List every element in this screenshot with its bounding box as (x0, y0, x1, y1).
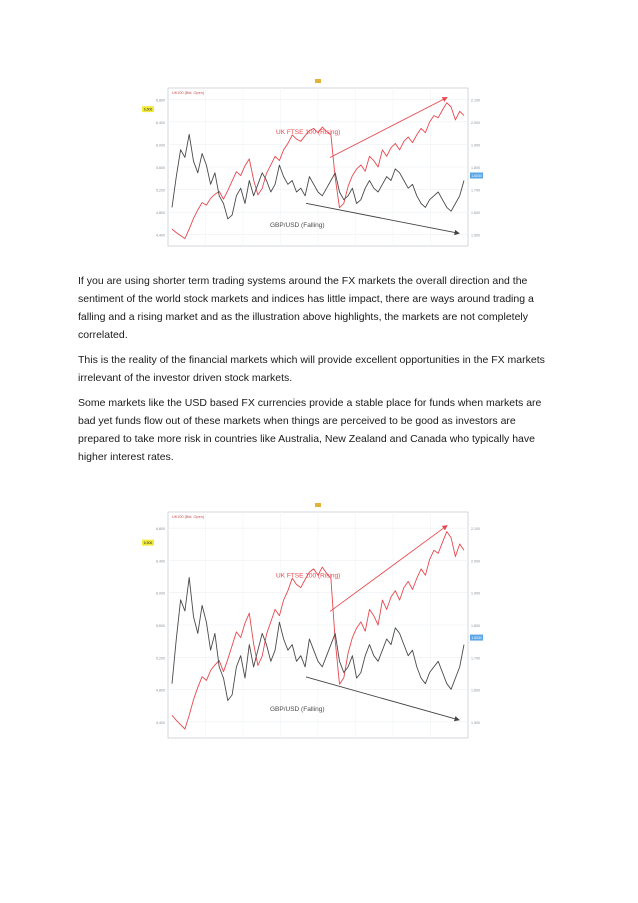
right-tick-label: 2.100 (471, 98, 480, 103)
annotation-gbpusd-falling: GBP/USD (Falling) (270, 222, 325, 230)
left-tick-label: 5,200 (156, 188, 165, 193)
chart-top-label: UK100 (Bid, Open) (172, 515, 205, 519)
right-tick-label: 1.800 (471, 166, 480, 170)
left-tick-label: 6,800 (156, 98, 165, 103)
chart-svg (140, 502, 490, 748)
annotation-ftse-rising: UK FTSE 100 (Rising) (276, 572, 341, 580)
top-handle-marker (315, 79, 321, 83)
right-tick-label: 1.600 (471, 211, 480, 216)
paragraph-3: Some markets like the USD based FX currencies provide a stable place for funds when markets are bad yet funds flow out of these markets when things are perceived to be good as investors are prepared to take more risk in countries like Australia, New Zealand and Canada who typically have higher interest rates. (78, 397, 542, 463)
left-tick-label: 5,200 (156, 656, 165, 661)
left-tick-label: 5,600 (156, 624, 165, 628)
right-tick-label: 1.600 (471, 688, 480, 693)
right-tick-label: 1.700 (471, 188, 480, 193)
chart-ftse-vs-gbpusd-top (140, 78, 490, 256)
chart-ftse-vs-gbpusd-bottom (140, 502, 490, 748)
top-handle-marker (315, 503, 321, 507)
chart-svg (140, 78, 490, 256)
right-tick-label: 1.500 (471, 720, 480, 725)
chart-top-label: UK100 (Bid, Open) (172, 91, 205, 95)
left-tick-label: 6,000 (156, 591, 165, 596)
left-tick-label: 6,800 (156, 527, 165, 532)
right-tick-label: 1.500 (471, 233, 480, 238)
paragraph-1: If you are using shorter term trading systems around the FX markets the overall direction and the sentiment of the world stock markets and indices has little impact, there are ways around trading a falling and a rising market and as the illustration above highlights, the markets are not completely correlated. (78, 275, 534, 341)
left-highlight-value: 6,506 (143, 541, 153, 546)
annotation-gbpusd-falling: GBP/USD (Falling) (270, 705, 325, 713)
right-tick-label: 2.000 (471, 120, 480, 125)
right-tick-label: 1.800 (471, 624, 480, 628)
left-tick-label: 4,800 (156, 688, 165, 693)
right-tick-label: 1.900 (471, 591, 480, 596)
left-tick-label: 4,800 (156, 211, 165, 216)
left-tick-label: 6,000 (156, 143, 165, 148)
right-highlight-value: 1.6030 (471, 174, 482, 179)
left-tick-label: 5,600 (156, 166, 165, 170)
right-tick-label: 1.900 (471, 143, 480, 148)
right-tick-label: 1.700 (471, 656, 480, 661)
article-body (78, 272, 560, 473)
left-tick-label: 4,400 (156, 720, 165, 725)
right-highlight-value: 1.6030 (471, 636, 482, 641)
right-tick-label: 2.100 (471, 527, 480, 532)
left-tick-label: 6,400 (156, 120, 165, 125)
left-highlight-value: 6,506 (143, 107, 153, 112)
annotation-ftse-rising: UK FTSE 100 (Rising) (276, 128, 341, 136)
right-tick-label: 2.000 (471, 559, 480, 564)
left-tick-label: 6,400 (156, 559, 165, 564)
paragraph-2: This is the reality of the financial markets which will provide excellent opportunities in the FX markets irrelevant of the investor driven stock markets. (78, 354, 545, 384)
left-tick-label: 4,400 (156, 233, 165, 238)
